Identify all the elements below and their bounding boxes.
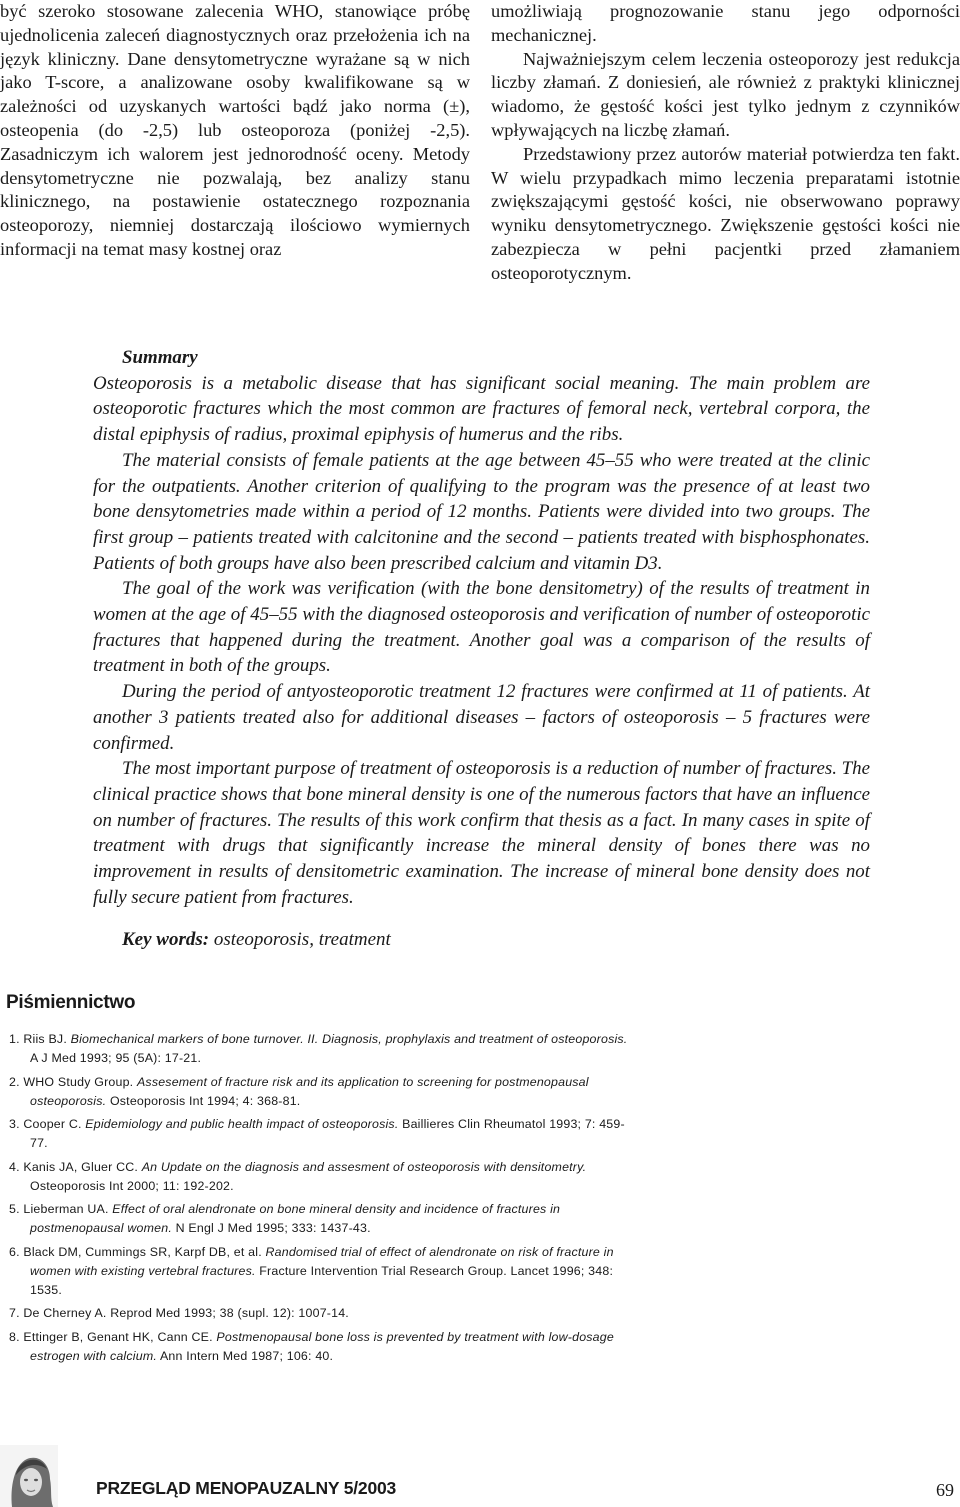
reference-item: 7. De Cherney A. Reprod Med 1993; 38 (supl. 12): 1007-14. <box>9 1306 349 1320</box>
reference-item: 2. WHO Study Group. Assesement of fracture risk and its application to screening for postmenopausal osteoporosis. Osteoporosis Int 1994; 4: 368-81. <box>9 1074 589 1108</box>
column-right-paragraph-2: Najważniejszym celem leczenia osteoporozy jest redukcja liczby złamań. Z doniesień, ale również z praktyki klinicznej wiadomo, że gęstość kości jest tylko jednym z czynników wpływających na liczbę złamań. <box>491 48 960 140</box>
summary-paragraph-2: The material consists of female patients at the age between 45–55 who were treated at the clinic for the outpatients. Another criterion of qualifying to the program was the presence of at least two bone densytometries made within a period of 12 months. Patients were divided into two groups. The first group – patients treated with calcitonine and the second – patients treated with bisphosphonates. Patients of both groups have also been prescribed calcium and vitamin D3. <box>93 449 870 574</box>
references-title: Piśmiennictwo <box>6 992 136 1013</box>
summary-paragraph-4: During the period of antyosteoporotic treatment 12 fractures were confirmed at 11 of patients. At another 3 patients treated also for additional diseases – factors of osteoporosis – 5 fractures were confirmed. <box>93 681 870 754</box>
cover-portrait-thumbnail <box>0 1445 58 1507</box>
keywords-label: Key words: <box>122 929 210 950</box>
reference-item: 4. Kanis JA, Gluer CC. An Update on the diagnosis and assesment of osteoporosis with densitometry. Osteoporosis Int 2000; 11: 192-202. <box>9 1159 587 1193</box>
summary-section <box>93 345 870 910</box>
column-right-paragraph-3: Przedstawiony przez autorów materiał potwierdza ten fakt. W wielu przypadkach mimo leczenia preparatami istotnie zwiększającymi gęstość kości, nie obserwowano poprawy wyniku densytometrycznego. Zwiększenie gęstości kości nie zabezpiecza w pełni pacjentki przed złamaniem osteoporotycznym. <box>491 143 960 283</box>
keywords <box>122 929 391 951</box>
summary-paragraph-1: Osteoporosis is a metabolic disease that has significant social meaning. The main problem are osteoporotic fractures which the most common are fractures of femoral neck, vertebral corpora, the distal epiphysis of radius, proximal epiphysis of humerus and the ribs. <box>93 372 870 446</box>
reference-item: 3. Cooper C. Epidemiology and public health impact of osteoporosis. Baillieres Clin Rheumatol 1993; 7: 459-77. <box>9 1117 625 1150</box>
summary-paragraph-5: The most important purpose of treatment of osteoporosis is a reduction of number of fractures. The clinical practice shows that bone mineral density is one of the numerous factors that have an influence on number of fractures. The results of this work confirm that thesis as a fact. In many cases in spite of treatment with drugs that significantly increase the mineral density of bones there was no improvement in results of densitometric examination. The increase of mineral bone density does not fully secure patient from fractures. <box>93 758 870 908</box>
reference-item: 1. Riis BJ. Biomechanical markers of bone turnover. II. Diagnosis, prophylaxis and treatment of osteoporosis. A J Med 1993; 95 (5A): 17-21. <box>9 1032 628 1065</box>
reference-item: 5. Lieberman UA. Effect of oral alendronate on bone mineral density and incidence of fractures in postmenopausal women. N Engl J Med 1995; 333: 1437-43. <box>9 1202 561 1235</box>
column-right-paragraph-1: umożliwiają prognozowanie stanu jego odporności mechanicznej. <box>491 1 960 45</box>
column-left-paragraph: być szeroko stosowane zalecenia WHO, stanowiące próbę ujednolicenia zaleceń diagnostycznych oraz przełożenia ich na język kliniczny. Dane densytometryczne wyrażane są w nich jako T-score, a analizowane osoby kwalifikowane są w zależności od uzyskanych wartości bądź jako norma (±), osteopenia (do -2,5) lub osteoporoza (poniżej -2,5). Zasadniczym ich walorem jest jednorodność oceny. Metody densytometryczne nie pozwalają, bez analizy stanu klinicznego, na postawienie ostatecznego rozpoznania osteoporozy, niemniej dostarczają ilościowo wymiernych informacji na temat masy kostnej oraz <box>0 1 470 259</box>
keywords-value: osteoporosis, treatment <box>213 929 391 950</box>
summary-heading: Summary <box>122 347 198 368</box>
reference-item: 6. Black DM, Cummings SR, Karpf DB, et al. Randomised trial of effect of alendronate on risk of fracture in women with existing vertebral fractures. Fracture Intervention Trial Research Group. Lancet 1996; 348: 1535. <box>9 1244 614 1297</box>
reference-item: 8. Ettinger B, Genant HK, Cann CE. Postmenopausal bone loss is prevented by treatment with low-dosage estrogen with calcium. Ann Intern Med 1987; 106: 40. <box>9 1329 614 1363</box>
column-right <box>491 0 960 286</box>
journal-title: PRZEGLĄD MENOPAUZALNY 5/2003 <box>96 1478 397 1498</box>
summary-paragraph-3: The goal of the work was verification (with the bone densitometry) of the results of treatment in women at the age of 45–55 with the diagnosed osteoporosis and verification of number of osteoporotic fractures that happened during the treatment. Another goal was a comparison of the results of treatment in both of the groups. <box>93 578 870 677</box>
references-list <box>9 1030 634 1370</box>
page-number: 69 <box>936 1480 954 1500</box>
column-left <box>0 0 470 262</box>
